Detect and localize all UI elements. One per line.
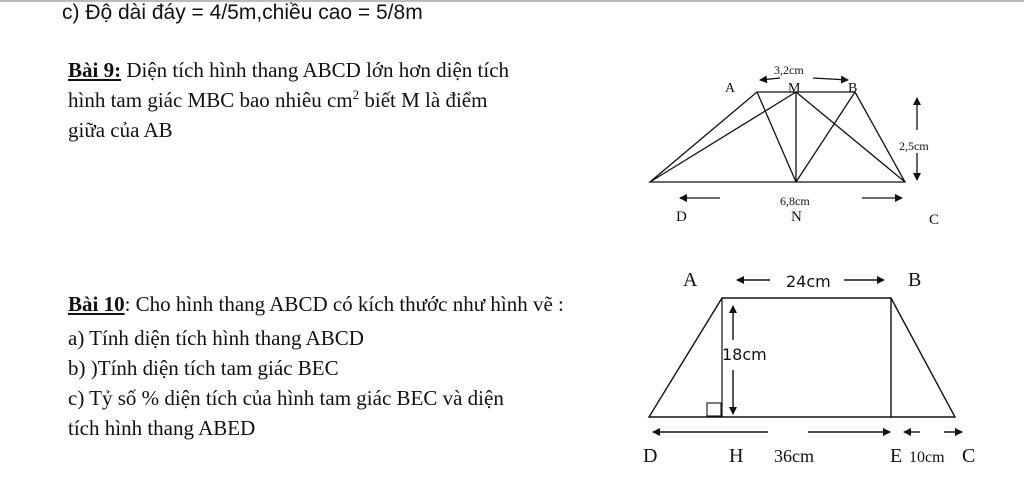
label-10-E: E bbox=[890, 445, 903, 467]
problem10-item-b-text: b) )Tính diện tích tam giác BEC bbox=[68, 356, 339, 380]
label-9-B: B bbox=[848, 81, 858, 96]
label-9-top-length: 3,2cm bbox=[774, 63, 804, 77]
label-9-N: N bbox=[791, 209, 802, 225]
problem9-text-2a: hình tam giác MBC bao nhiêu cm bbox=[68, 88, 353, 112]
problem10-item-c-text-1: c) Tỷ số % diện tích của hình tam giác BEC và diện bbox=[68, 386, 504, 410]
label-9-C: C bbox=[929, 212, 940, 228]
problem10-title: Bài 10 bbox=[68, 292, 125, 316]
label-9-bottom-length: 6,8cm bbox=[780, 194, 810, 208]
label-10-dh-length: 36cm bbox=[774, 446, 814, 466]
label-10-D: D bbox=[643, 445, 658, 467]
trapezoid-10-outline bbox=[649, 298, 955, 417]
problem10-item-a-text: a) Tính diện tích hình thang ABCD bbox=[68, 326, 364, 350]
label-10-H: H bbox=[729, 445, 744, 467]
label-10-A: A bbox=[683, 269, 698, 291]
problem9-text-2b: biết M là điểm bbox=[359, 88, 488, 112]
label-10-ec-length: 10cm bbox=[909, 449, 945, 466]
label-9-A: A bbox=[725, 81, 736, 96]
label-10-top-length: 24cm bbox=[786, 272, 831, 291]
label-10-height: 18cm bbox=[722, 345, 767, 364]
label-9-D: D bbox=[676, 209, 687, 225]
label-10-B: B bbox=[908, 269, 922, 291]
problem10-item-c-text-2: tích hình thang ABED bbox=[68, 416, 256, 440]
problem9-text-1: Diện tích hình thang ABCD lớn hơn diện tích bbox=[121, 58, 510, 82]
problem9-title: Bài 9: bbox=[68, 58, 122, 82]
right-angle-mark bbox=[707, 403, 721, 416]
label-10-C: C bbox=[962, 445, 976, 467]
label-9-height: 2,5cm bbox=[899, 139, 929, 153]
problem9-superscript: 2 bbox=[352, 87, 360, 102]
label-9-M: M bbox=[788, 81, 801, 96]
header-text: c) Độ dài đáy = 4/5m,chiều cao = 5/8m bbox=[62, 1, 423, 24]
problem9-text-3: giữa của AB bbox=[68, 118, 173, 142]
problem10-text-1: : Cho hình thang ABCD có kích thước như hình vẽ : bbox=[124, 292, 564, 316]
